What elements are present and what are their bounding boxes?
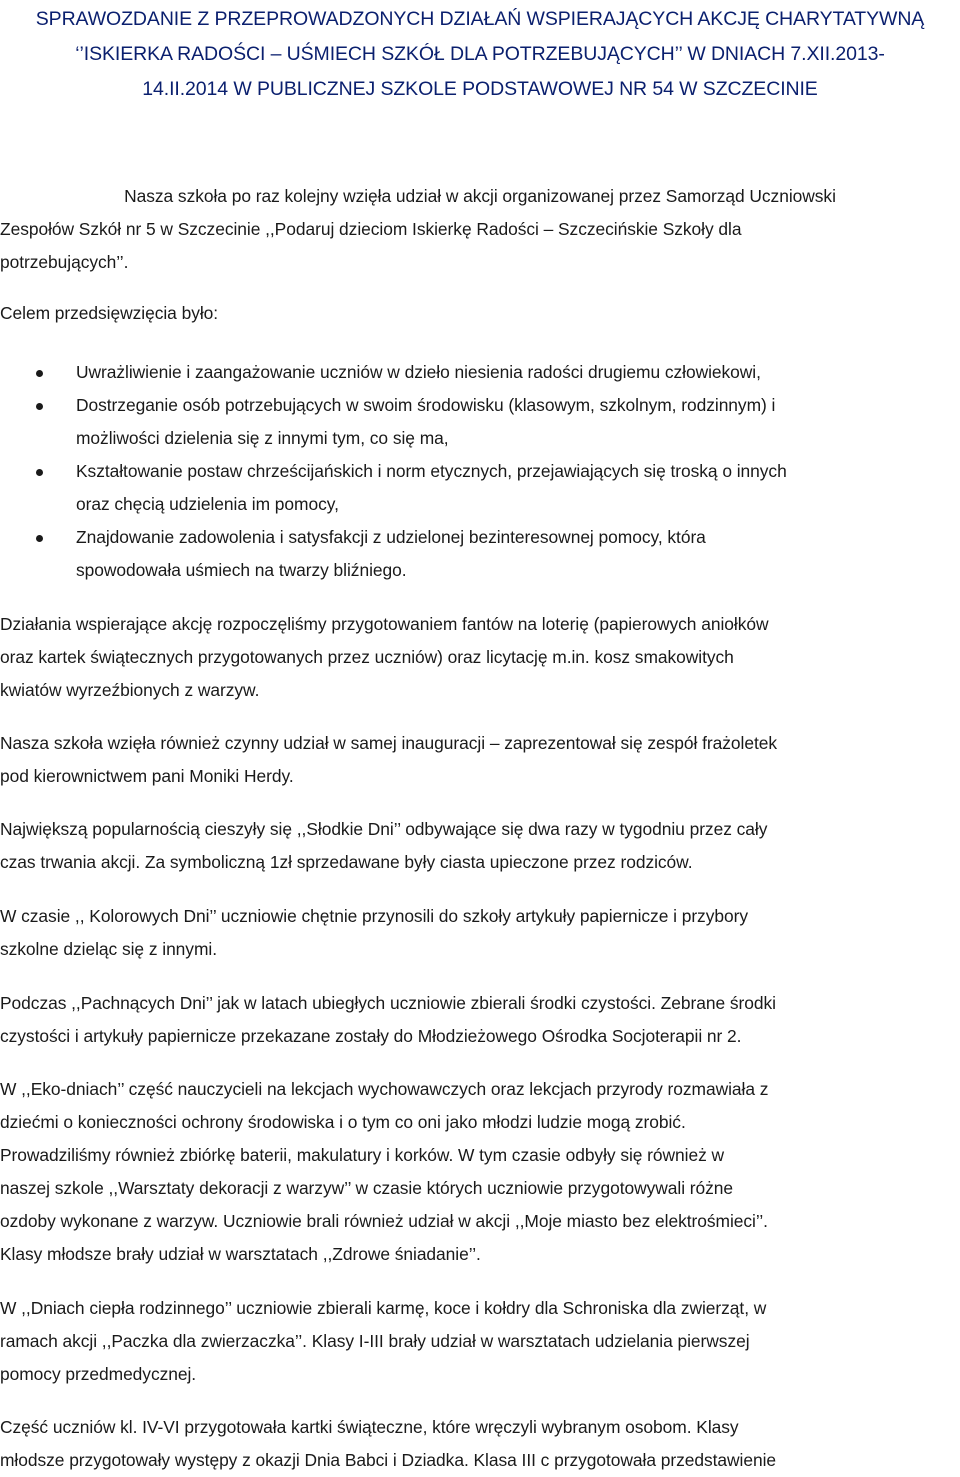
text-line: naszej szkole ,,Warsztaty dekoracji z warzyw’’ w czasie których uczniowie przygotowywali różne <box>0 1178 734 1198</box>
text-line: ozdoby wykonane z warzyw. Uczniowie brali również udział w akcji ,,Moje miasto bez elektrośmieci’’. <box>0 1211 768 1231</box>
paragraph <box>0 900 960 966</box>
list-item <box>0 455 960 521</box>
text-line: czystości i artykuły papiernicze przekazane zostały do Młodzieżowego Ośrodka Socjoterapii nr 2. <box>0 1026 742 1046</box>
intro-paragraph <box>0 180 960 279</box>
text-line: W czasie ,, Kolorowych Dni’’ uczniowie chętnie przynosili do szkoły artykuły papiernicze i przybory <box>0 906 748 926</box>
paragraph <box>0 608 960 707</box>
text-line: Dostrzeganie osób potrzebujących w swoim środowisku (klasowym, szkolnym, rodzinnym) i <box>76 395 776 415</box>
text-line: Klasy młodsze brały udział w warsztatach ,,Zdrowe śniadanie’’. <box>0 1244 481 1264</box>
text-line: spowodowała uśmiech na twarzy bliźniego. <box>76 560 407 580</box>
text-line: szkolne dzieląc się z innymi. <box>0 939 217 959</box>
text-line: Część uczniów kl. IV-VI przygotowała kartki świąteczne, które wręczyli wybranym osobom. Klasy <box>0 1417 739 1437</box>
bullet-icon <box>36 469 43 476</box>
bullet-icon <box>36 403 43 410</box>
paragraph <box>0 1073 960 1271</box>
text-line: Największą popularnością cieszyły się ,,Słodkie Dni’’ odbywające się dwa razy w tygodniu przez cały <box>0 819 768 839</box>
text-line: dziećmi o konieczności ochrony środowiska i o tym co oni jako młodzi ludzie mogą zrobić. <box>0 1112 686 1132</box>
paragraph <box>0 727 960 793</box>
text-line: możliwości dzielenia się z innymi tym, co się ma, <box>76 428 449 448</box>
title-line: 14.II.2014 W PUBLICZNEJ SZKOLE PODSTAWOWEJ NR 54 W SZCZECINIE <box>142 78 818 100</box>
text-line: pod kierownictwem pani Moniki Herdy. <box>0 766 294 786</box>
goals-list <box>0 356 960 587</box>
text-line: Kształtowanie postaw chrześcijańskich i norm etycznych, przejawiających się troską o innych <box>76 461 787 481</box>
title-line: SPRAWOZDANIE Z PRZEPROWADZONYCH DZIAŁAŃ WSPIERAJĄCYCH AKCJĘ CHARYTATYWNĄ <box>35 8 925 30</box>
paragraph <box>0 1292 960 1391</box>
list-item <box>0 356 960 389</box>
text-line: Uwrażliwienie i zaangażowanie uczniów w dzieło niesienia radości drugiemu człowiekowi, <box>76 362 761 382</box>
list-item <box>0 389 960 455</box>
paragraph <box>0 987 960 1053</box>
text-line: Działania wspierające akcję rozpoczęliśmy przygotowaniem fantów na loterię (papierowych aniołków <box>0 614 769 634</box>
goal-heading: Celem przedsięwzięcia było: <box>0 303 219 323</box>
text-line: Zespołów Szkół nr 5 w Szczecinie ,,Podaruj dzieciom Iskierkę Radości – Szczecińskie Szkoły dla <box>0 219 742 239</box>
paragraph <box>0 813 960 879</box>
text-line: Nasza szkoła wzięła również czynny udział w samej inauguracji – zaprezentował się zespół frażoletek <box>0 733 778 753</box>
bullet-icon <box>36 535 43 542</box>
text-line: oraz kartek świątecznych przygotowanych przez uczniów) oraz licytację m.in. kosz smakowitych <box>0 647 734 667</box>
text-line: Nasza szkoła po raz kolejny wzięła udział w akcji organizowanej przez Samorząd Uczniowski <box>124 186 836 206</box>
text-line: pomocy przedmedycznej. <box>0 1364 197 1384</box>
text-line: potrzebujących’’. <box>0 252 129 272</box>
title-line: ‘’ISKIERKA RADOŚCI – UŚMIECH SZKÓŁ DLA POTRZEBUJĄCYCH’’ W DNIACH 7.XII.2013- <box>75 43 885 65</box>
text-line: Prowadziliśmy również zbiórkę baterii, makulatury i korków. W tym czasie odbyły się również w <box>0 1145 725 1165</box>
text-line: W ,,Eko-dniach’’ część nauczycieli na lekcjach wychowawczych oraz lekcjach przyrody rozmawiała z <box>0 1079 769 1099</box>
text-line: kwiatów wyrzeźbionych z warzyw. <box>0 680 260 700</box>
text-line: ramach akcji ,,Paczka dla zwierzaczka’’. Klasy I-III brały udział w warsztatach udzielania pierwszej <box>0 1331 750 1351</box>
text-line: W ,,Dniach ciepła rodzinnego’’ uczniowie zbierali karmę, koce i kołdry dla Schroniska dla zwierząt, w <box>0 1298 767 1318</box>
text-line: czas trwania akcji. Za symboliczną 1zł sprzedawane były ciasta upieczone przez rodziców. <box>0 852 693 872</box>
paragraph <box>0 1411 960 1477</box>
text-line: Podczas ,,Pachnących Dni’’ jak w latach ubiegłych uczniowie zbierali środki czystości. Zebrane środki <box>0 993 776 1013</box>
bullet-icon <box>36 370 43 377</box>
document-title <box>0 2 960 107</box>
text-line: młodsze przygotowały występy z okazji Dnia Babci i Dziadka. Klasa III c przygotowała przedstawienie <box>0 1450 777 1470</box>
text-line: Znajdowanie zadowolenia i satysfakcji z udzielonej bezinteresownej pomocy, która <box>76 527 706 547</box>
text-line: oraz chęcią udzielenia im pomocy, <box>76 494 339 514</box>
list-item <box>0 521 960 587</box>
